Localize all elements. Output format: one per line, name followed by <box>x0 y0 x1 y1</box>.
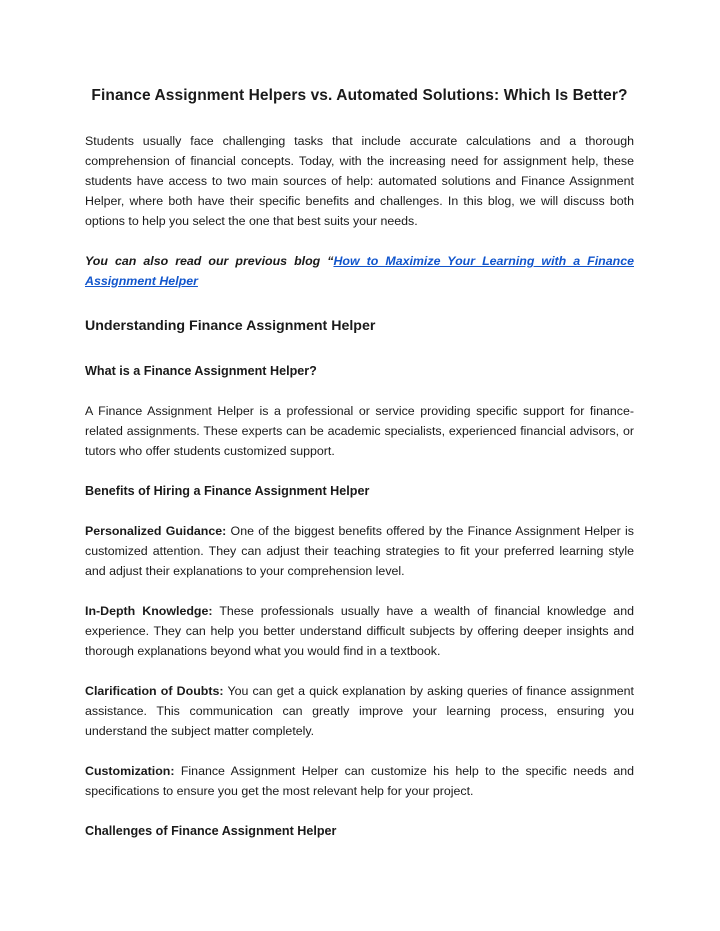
benefit-text: You can get a quick explanation by asking queries of finance assignment assistance. This communication can greatly improve your learning process, ensuring you understand the subject matter completely. <box>85 684 635 738</box>
benefit-text: Finance Assignment Helper can customize his help to the specific needs and specifications to ensure you get the most relevant help for your project. <box>85 764 634 798</box>
benefit-clarification-of-doubts <box>85 681 634 741</box>
benefit-text: One of the biggest benefits offered by the Finance Assignment Helper is customized attention. They can adjust their teaching strategies to fit your preferred learning style and adjust their explanations to your comprehension level. <box>85 524 635 578</box>
read-also-paragraph <box>85 251 634 291</box>
section-heading-understanding: Understanding Finance Assignment Helper <box>85 318 376 334</box>
benefit-lead: Clarification of Doubts: <box>85 684 224 698</box>
benefit-customization <box>85 761 634 801</box>
heading-challenges: Challenges of Finance Assignment Helper <box>85 824 337 838</box>
benefit-lead: Personalized Guidance: <box>85 524 227 538</box>
document-title: Finance Assignment Helpers vs. Automated Solutions: Which Is Better? <box>91 87 628 104</box>
heading-benefits: Benefits of Hiring a Finance Assignment Helper <box>85 484 370 498</box>
benefit-text: These professionals usually have a wealth of financial knowledge and experience. They can help you better understand difficult subjects by offering deeper insights and thorough explanations beyond what you would find in a textbook. <box>85 604 634 658</box>
benefit-in-depth-knowledge <box>85 601 634 661</box>
previous-blog-link[interactable]: How to Maximize Your Learning with a Finance Assignment Helper <box>85 254 634 288</box>
document-page <box>85 84 634 861</box>
read-also-prefix: You can also read our previous blog “ <box>85 254 334 268</box>
benefit-lead: In-Depth Knowledge: <box>85 604 213 618</box>
heading-what-is: What is a Finance Assignment Helper? <box>85 364 317 378</box>
benefit-lead: Customization: <box>85 764 175 778</box>
what-is-paragraph: A Finance Assignment Helper is a professional or service providing specific support for finance-related assignments. These experts can be academic specialists, experienced financial advisors, or tutors who offer students customized support. <box>85 404 634 458</box>
intro-paragraph: Students usually face challenging tasks that include accurate calculations and a thorough comprehension of financial concepts. Today, with the increasing need for assignment help, these students have access to two main sources of help: automated solutions and Finance Assignment Helper, where both have their specific benefits and challenges. In this blog, we will discuss both options to help you select the one that best suits your needs. <box>85 134 634 228</box>
benefit-personalized-guidance <box>85 521 634 581</box>
